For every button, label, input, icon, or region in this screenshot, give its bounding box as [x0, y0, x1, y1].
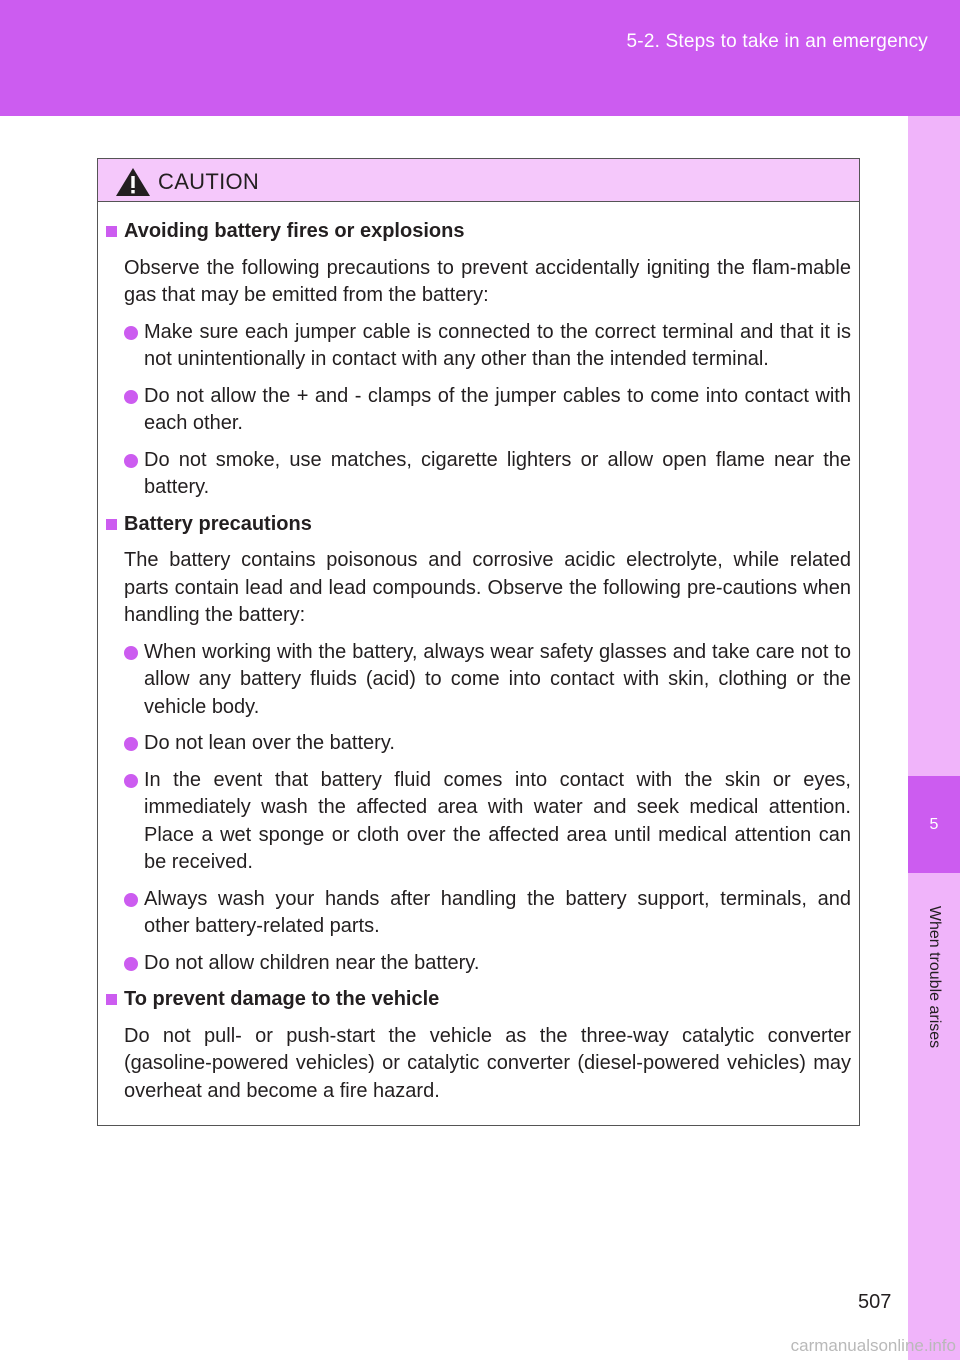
caution-header: [98, 159, 859, 202]
section-heading-text: To prevent damage to the vehicle: [124, 988, 440, 1010]
section-intro: Observe the following precautions to prevent accidentally igniting the flam-mable gas that may be emitted from the battery:: [124, 256, 851, 306]
side-tab: [908, 116, 960, 1360]
round-bullet-icon: [124, 893, 138, 907]
section-heading: [106, 511, 851, 539]
chapter-number: 5: [908, 776, 960, 873]
list-item: [106, 767, 851, 877]
list-item: [106, 639, 851, 722]
round-bullet-icon: [124, 454, 138, 468]
watermark: carmanualsonline.info: [790, 1336, 956, 1355]
section-intro: The battery contains poisonous and corrosive acidic electrolyte, while related parts contain lead and lead compounds. Observe the following pre-cautions when handling the battery:: [124, 549, 851, 626]
caution-title: CAUTION: [158, 169, 260, 194]
list-item-text: Do not allow the + and - clamps of the jumper cables to come into contact with each other.: [144, 384, 851, 434]
list-item-text: Do not lean over the battery.: [144, 732, 395, 754]
square-bullet-icon: [106, 226, 117, 237]
list-item: [106, 319, 851, 374]
chapter-label: When trouble arises: [926, 905, 943, 1049]
round-bullet-icon: [124, 737, 138, 751]
section-title: 5-2. Steps to take in an emergency: [626, 31, 928, 52]
caution-body: [98, 202, 859, 1105]
list-item-text: Do not allow children near the battery.: [144, 951, 480, 974]
list-item: [106, 886, 851, 941]
list-item: [106, 730, 851, 758]
section-heading: [106, 218, 851, 246]
caution-box: [97, 158, 860, 1126]
square-bullet-icon: [106, 519, 117, 530]
section-heading: [106, 986, 851, 1014]
page-header: [0, 0, 960, 116]
square-bullet-icon: [106, 994, 117, 1005]
list-item: [106, 950, 851, 978]
round-bullet-icon: [124, 326, 138, 340]
page-number: 507: [858, 1291, 892, 1313]
list-item-text: Always wash your hands after handling the battery support, terminals, and other battery-related parts.: [144, 887, 851, 937]
list-item-text: Make sure each jumper cable is connected to the correct terminal and that it is not unintentionally in contact with any other than the intended terminal.: [144, 320, 851, 370]
section-heading-text: Avoiding battery fires or explosions: [124, 220, 465, 242]
section-intro: Do not pull- or push-start the vehicle as the three-way catalytic converter (gasoline-powered vehicles) or catalytic converter (diesel-powered vehicles) may overheat and become a fire hazard.: [124, 1024, 851, 1102]
list-item-text: When working with the battery, always wear safety glasses and take care not to allow any battery fluids (acid) to come into contact with skin, clothing or the vehicle body.: [144, 640, 851, 718]
round-bullet-icon: [124, 390, 138, 404]
list-item: [106, 447, 851, 502]
round-bullet-icon: [124, 774, 138, 788]
round-bullet-icon: [124, 957, 138, 971]
list-item-text: Do not smoke, use matches, cigarette lighters or allow open flame near the battery.: [144, 448, 851, 498]
section-heading-text: Battery precautions: [124, 512, 312, 535]
list-item-text: In the event that battery fluid comes into contact with the skin or eyes, immediately wash the affected area with water and seek medical attention. Place a wet sponge or cloth over the affected area until medical attention can be received.: [144, 768, 851, 873]
round-bullet-icon: [124, 646, 138, 660]
warning-triangle-icon: [115, 167, 151, 197]
list-item: [106, 383, 851, 438]
